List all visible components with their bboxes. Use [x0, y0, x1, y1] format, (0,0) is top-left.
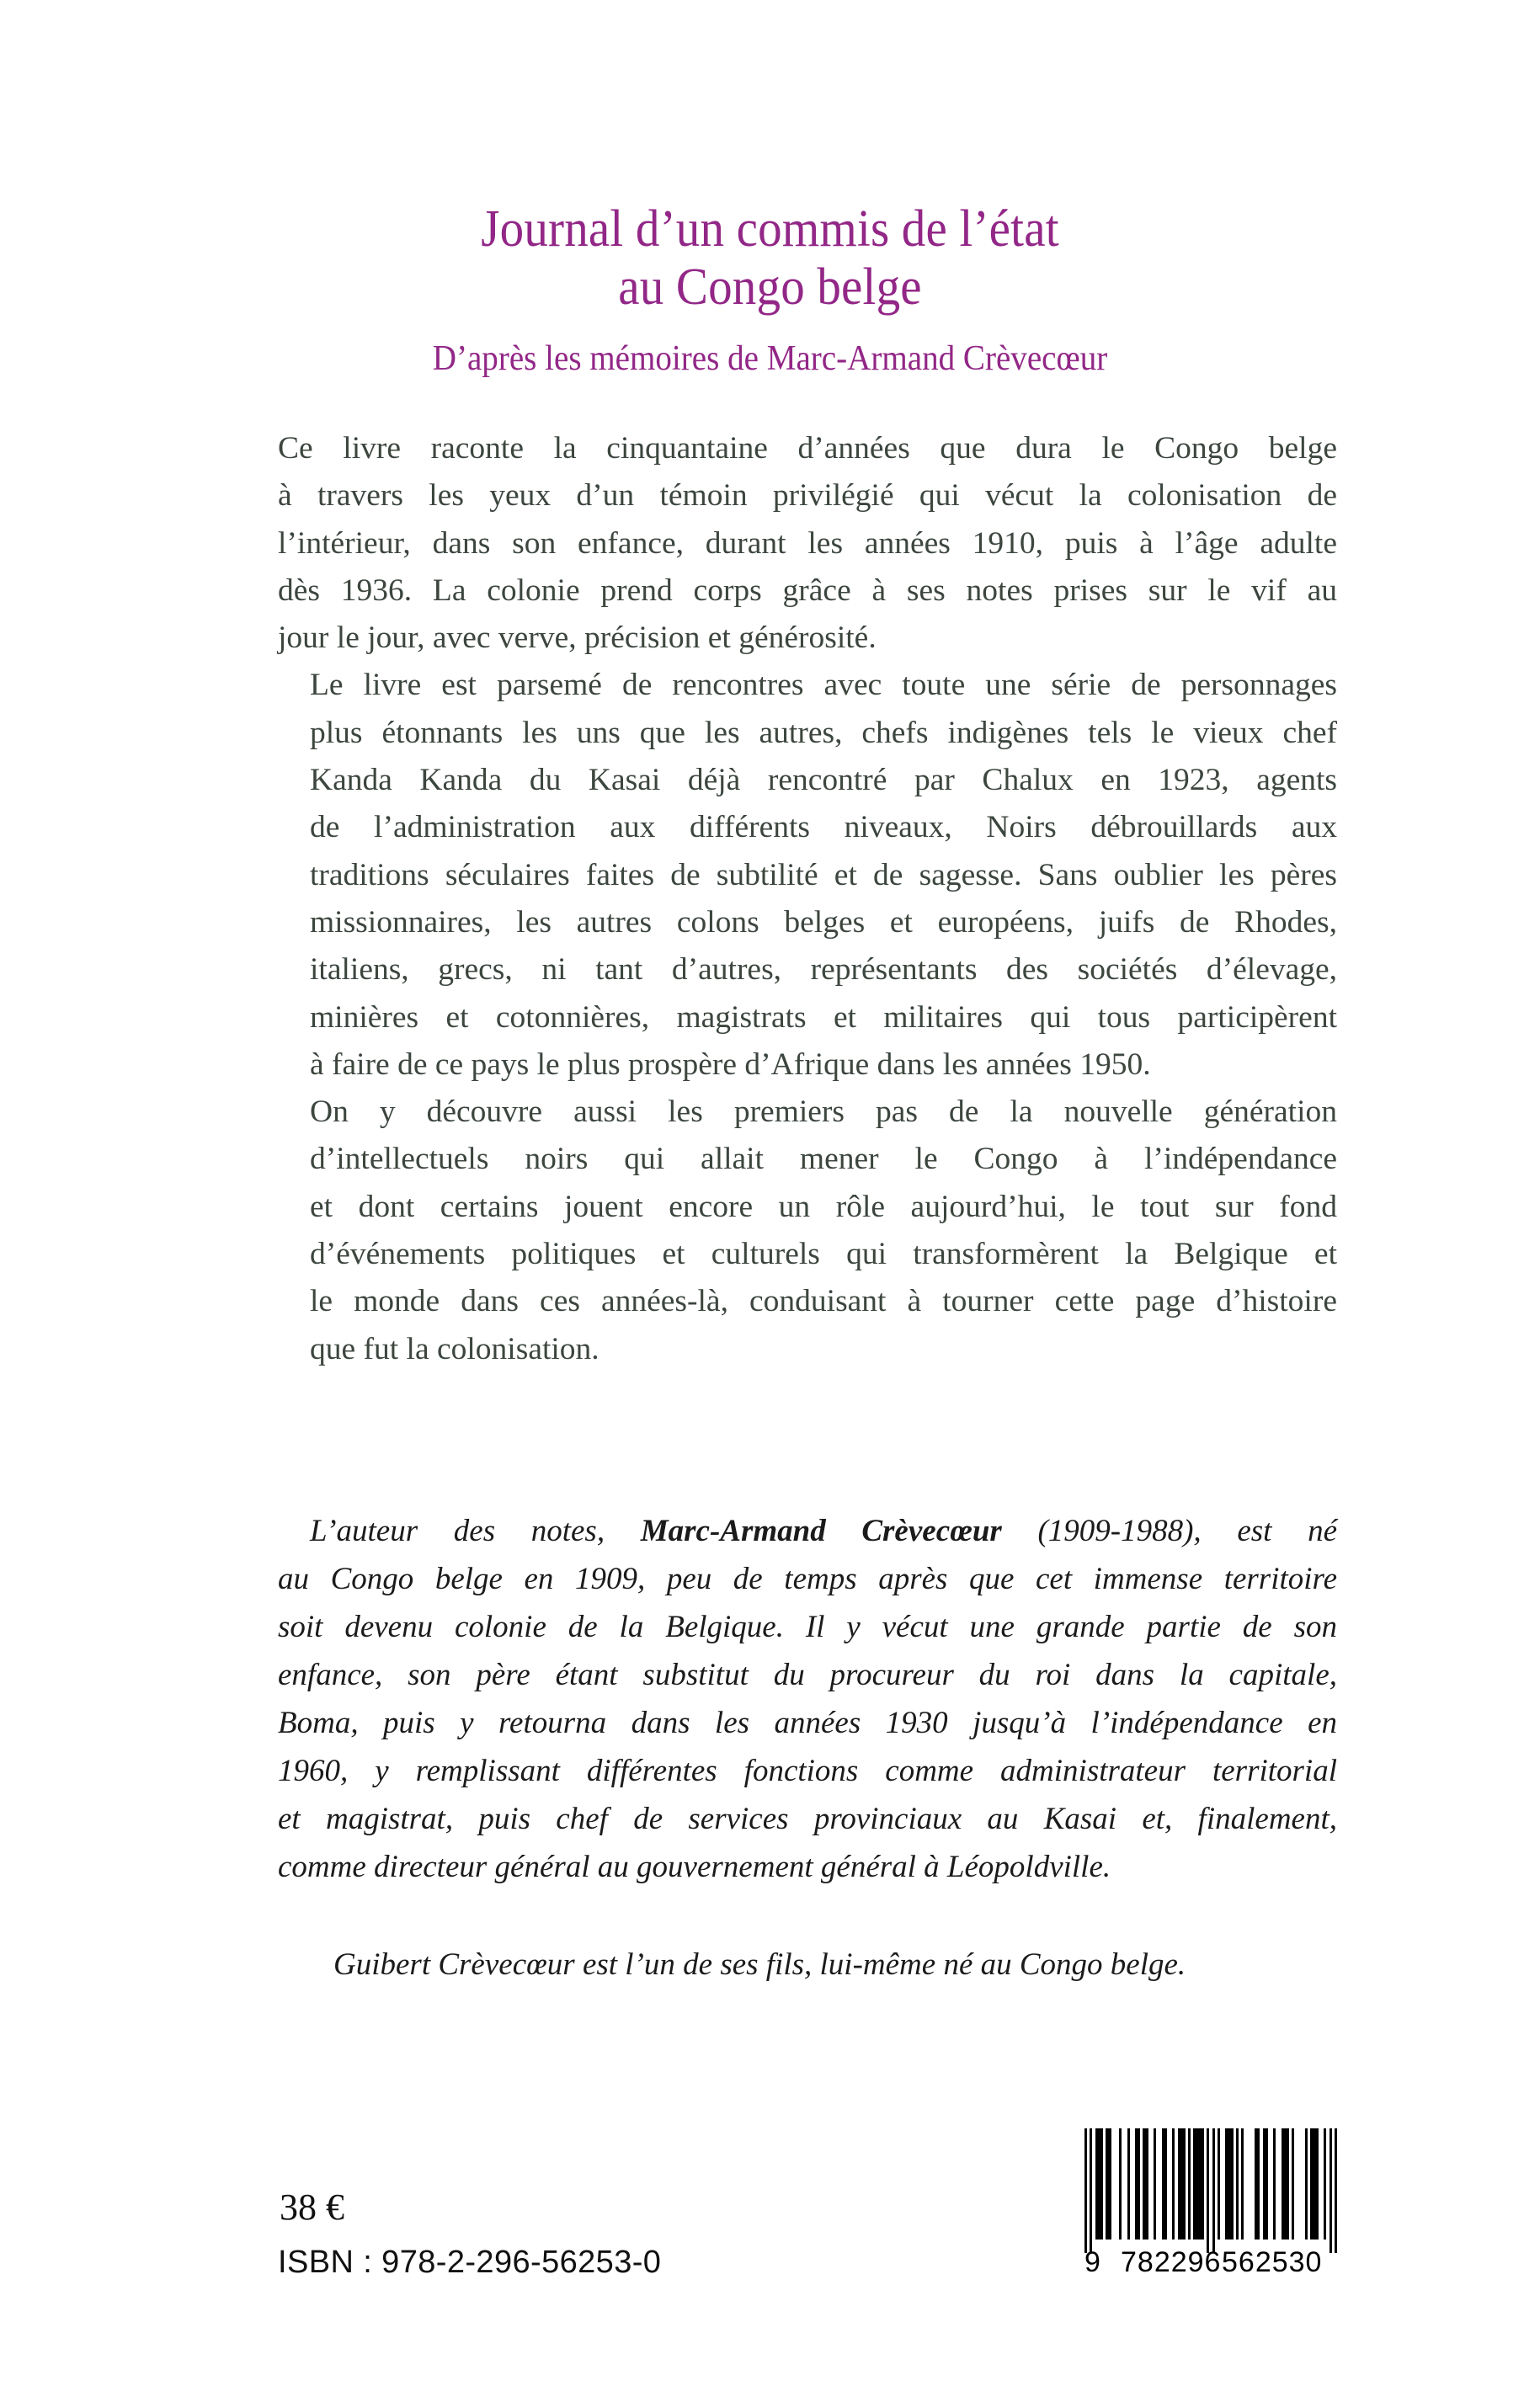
- barcode-group-1: 782296: [1121, 2246, 1222, 2278]
- blurb-text: [278, 425, 1337, 1373]
- blurb-line: On y découvre aussi les premiers pas de la nouvelle génération: [310, 1094, 1337, 1130]
- title-block: [0, 200, 1540, 380]
- barcode-lead-digit: 9: [1084, 2246, 1101, 2278]
- blurb-line: le monde dans ces années-là, conduisant à tourner cette page d’histoire: [310, 1284, 1337, 1319]
- blurb-line: dès 1936. La colonie prend corps grâce à ses notes prises sur le vif au: [278, 573, 1337, 608]
- blurb-line: l’intérieur, dans son enfance, durant les années 1910, puis à l’âge adulte: [278, 525, 1337, 561]
- blurb-line: minières et cotonnières, magistrats et militaires qui tous participèrent: [310, 999, 1337, 1035]
- blurb-line: missionnaires, les autres colons belges et européens, juifs de Rhodes,: [310, 904, 1337, 940]
- blurb-line: d’intellectuels noirs qui allait mener le Congo à l’indépendance: [310, 1142, 1337, 1177]
- blurb-line: plus étonnants les uns que les autres, chefs indigènes tels le vieux chef: [310, 715, 1337, 750]
- author-biography: [278, 1507, 1337, 1891]
- barcode-bars: [1084, 2128, 1337, 2253]
- biography-closing-note: Guibert Crèvecœur est l’un de ses fils, lui-même né au Congo belge.: [333, 1947, 1186, 1982]
- blurb-line: à travers les yeux d’un témoin privilégié qui vécut la colonisation de: [278, 478, 1337, 514]
- price-label: 38 €: [280, 2186, 344, 2228]
- bio-line: enfance, son père étant substitut du procureur du roi dans la capitale,: [278, 1658, 1337, 1692]
- blurb-paragraph-2: [278, 662, 1337, 1089]
- bio-line-suffix: (1909-1988), est né: [1001, 1514, 1337, 1548]
- isbn-label: ISBN : 978-2-296-56253-0: [278, 2245, 662, 2280]
- blurb-paragraph-3: [278, 1089, 1337, 1373]
- bio-line: et magistrat, puis chef de services provinciaux au Kasai et, finalement,: [278, 1802, 1337, 1836]
- title-line-2: au Congo belge: [618, 258, 922, 317]
- blurb-line: et dont certains jouent encore un rôle aujourd’hui, le tout sur fond: [310, 1189, 1337, 1224]
- blurb-line: jour le jour, avec verve, précision et générosité.: [278, 620, 877, 656]
- page-title: [61, 200, 1479, 317]
- blurb-line: Kanda Kanda du Kasai déjà rencontré par Chalux en 1923, agents: [310, 763, 1337, 798]
- blurb-line: italiens, grecs, ni tant d’autres, représentants des sociétés d’élevage,: [310, 952, 1337, 988]
- bio-line: 1960, y remplissant différentes fonctions comme administrateur territorial: [278, 1754, 1337, 1788]
- bio-line: comme directeur général au gouvernement général à Léopoldville.: [278, 1850, 1111, 1884]
- bio-line: soit devenu colonie de la Belgique. Il y vécut une grande partie de son: [278, 1610, 1337, 1644]
- blurb-line: Ce livre raconte la cinquantaine d’années que dura le Congo belge: [278, 431, 1337, 466]
- blurb-paragraph-1: [278, 425, 1337, 662]
- author-name: Marc-Armand Crèvecœur: [640, 1514, 1002, 1548]
- title-line-1: Journal d’un commis de l’état: [481, 200, 1059, 258]
- bio-paragraph: [278, 1507, 1337, 1891]
- bio-line: Boma, puis y retourna dans les années 1930 jusqu’à l’indépendance en: [278, 1706, 1337, 1740]
- bio-line-prefix: L’auteur des notes,: [310, 1514, 641, 1548]
- blurb-line: à faire de ce pays le plus prospère d’Afrique dans les années 1950.: [310, 1047, 1151, 1082]
- barcode-group-2: 562530: [1222, 2246, 1323, 2278]
- bio-line-first: [278, 1507, 1337, 1555]
- bio-line: au Congo belge en 1909, peu de temps après que cet immense territoire: [278, 1562, 1337, 1596]
- blurb-line: d’événements politiques et culturels qui transformèrent la Belgique et: [310, 1237, 1337, 1272]
- blurb-line: Le livre est parsemé de rencontres avec toute une série de personnages: [310, 668, 1337, 703]
- page-subtitle: D’après les mémoires de Marc-Armand Crèvecœur: [432, 338, 1108, 378]
- barcode-digits: [1084, 2246, 1337, 2386]
- blurb-line: traditions séculaires faites de subtilité et de sagesse. Sans oublier les pères: [310, 857, 1337, 892]
- blurb-line: que fut la colonisation.: [310, 1331, 599, 1366]
- blurb-line: de l’administration aux différents niveaux, Noirs débrouillards aux: [310, 810, 1337, 845]
- ean13-barcode: [1084, 2128, 1337, 2297]
